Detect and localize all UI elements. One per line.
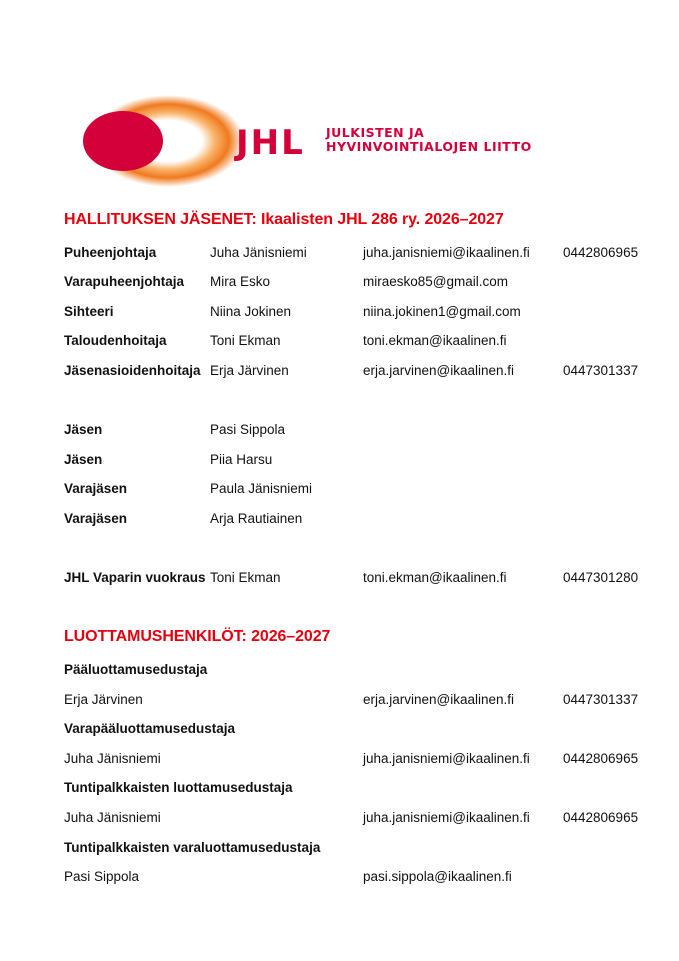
trustee-name: Erja Järvinen: [64, 692, 143, 707]
officer-row: [0, 331, 679, 351]
officer-phone: 0442806965: [563, 245, 639, 260]
officer-email[interactable]: erja.jarvinen@ikaalinen.fi: [363, 363, 515, 378]
officer-name: Toni Ekman: [210, 333, 281, 348]
officer-name: Erja Järvinen: [210, 363, 289, 378]
trustee-email[interactable]: erja.jarvinen@ikaalinen.fi: [363, 692, 515, 707]
officer-row: [0, 302, 679, 322]
trustee-email[interactable]: juha.janisniemi@ikaalinen.fi: [363, 810, 530, 825]
trustee-title: Varapääluottamusedustaja: [64, 721, 236, 736]
member-name: Paula Jänisniemi: [210, 481, 313, 496]
jhl-logo-graphic: [78, 92, 558, 187]
member-role: Varajäsen: [64, 481, 128, 496]
logo-line2: HYVINVOINTIALOJEN LIITTO: [326, 139, 532, 154]
officer-name: Niina Jokinen: [210, 304, 292, 319]
officer-phone: 0447301337: [563, 363, 639, 378]
member-row: [0, 479, 679, 499]
trustee-email[interactable]: pasi.sippola@ikaalinen.fi: [363, 869, 512, 884]
officer-role: Sihteeri: [64, 304, 114, 319]
trustee-phone: 0447301337: [563, 692, 639, 707]
officer-email[interactable]: niina.jokinen1@gmail.com: [363, 304, 521, 319]
logo-abbr: JHL: [236, 123, 305, 163]
officer-role: Varapuheenjohtaja: [64, 274, 185, 289]
member-name: Arja Rautiainen: [210, 511, 303, 526]
officer-row: [0, 272, 679, 292]
member-role: Varajäsen: [64, 511, 128, 526]
trustee-row: [0, 808, 679, 828]
trustee-email[interactable]: juha.janisniemi@ikaalinen.fi: [363, 751, 530, 766]
trustee-name: Juha Jänisniemi: [64, 810, 161, 825]
trustee-row: [0, 749, 679, 769]
rental-phone: 0447301280: [563, 570, 639, 585]
trustee-title: Tuntipalkkaisten varaluottamusedustaja: [64, 840, 321, 855]
member-role: Jäsen: [64, 452, 103, 467]
member-row: [0, 509, 679, 529]
jhl-logo: [78, 92, 558, 187]
member-name: Pasi Sippola: [210, 422, 286, 437]
officer-email[interactable]: miraesko85@gmail.com: [363, 274, 508, 289]
trustee-phone: 0442806965: [563, 810, 639, 825]
trustee-title: Pääluottamusedustaja: [64, 662, 208, 677]
red-circle-shape: [83, 111, 163, 171]
rental-name: Toni Ekman: [210, 570, 281, 585]
trustee-title: Tuntipalkkaisten luottamusedustaja: [64, 780, 293, 795]
trustee-phone: 0442806965: [563, 751, 639, 766]
officer-role: Puheenjohtaja: [64, 245, 157, 260]
trustees-heading: LUOTTAMUSHENKILÖT: 2026–2027: [64, 628, 331, 645]
member-row: [0, 450, 679, 470]
officer-row: [0, 243, 679, 263]
member-row: [0, 420, 679, 440]
trustee-name: Pasi Sippola: [64, 869, 140, 884]
officer-name: Mira Esko: [210, 274, 271, 289]
officer-email[interactable]: juha.janisniemi@ikaalinen.fi: [363, 245, 530, 260]
officer-role: Taloudenhoitaja: [64, 333, 167, 348]
member-name: Piia Harsu: [210, 452, 273, 467]
trustee-row: [0, 690, 679, 710]
rental-email[interactable]: toni.ekman@ikaalinen.fi: [363, 570, 507, 585]
member-role: Jäsen: [64, 422, 103, 437]
trustee-row: [0, 867, 679, 887]
officer-email[interactable]: toni.ekman@ikaalinen.fi: [363, 333, 507, 348]
logo-line1: JULKISTEN JA: [326, 125, 425, 140]
officer-name: Juha Jänisniemi: [210, 245, 307, 260]
officer-role: Jäsenasioidenhoitaja: [64, 363, 201, 378]
rental-row: [0, 568, 679, 588]
trustee-name: Juha Jänisniemi: [64, 751, 161, 766]
board-heading: HALLITUKSEN JÄSENET: Ikaalisten JHL 286 ry. 2026–2027: [64, 211, 504, 228]
rental-role: JHL Vaparin vuokraus: [64, 570, 206, 585]
officer-row: [0, 361, 679, 381]
